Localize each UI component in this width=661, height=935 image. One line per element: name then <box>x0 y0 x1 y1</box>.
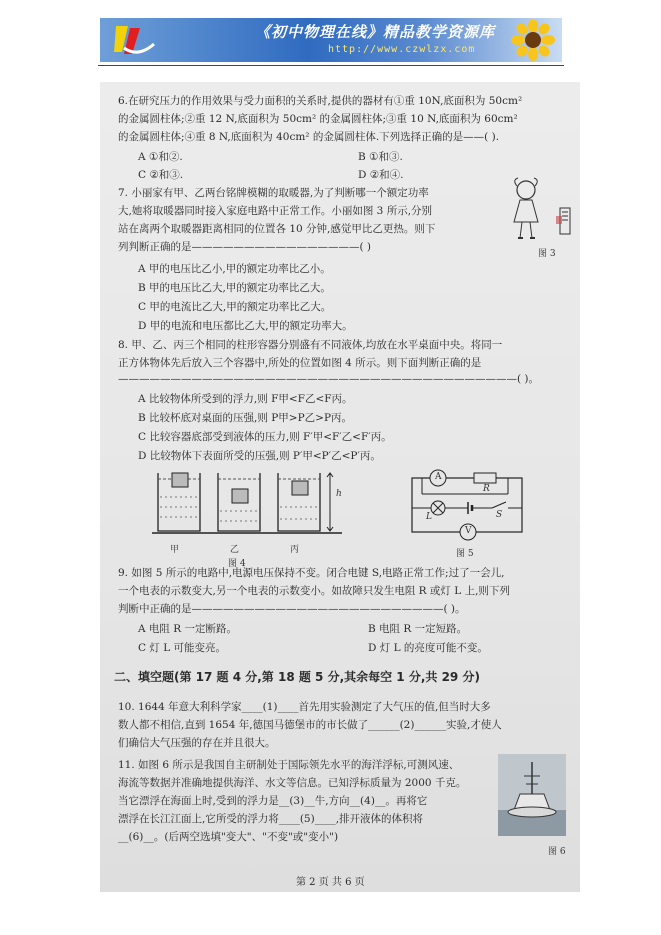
q9-option-d: D 灯 L 的亮度可能不变。 <box>368 642 488 654</box>
figure-4-label-jia: 甲 <box>170 545 180 555</box>
figure-3-caption: 图 3 <box>538 249 556 259</box>
figure-4-h-label: h <box>336 489 342 499</box>
container-jia <box>158 473 200 531</box>
figure-5-voltmeter-label: V <box>465 526 472 536</box>
q8-stem-line-2: 正方体物体先后放入三个容器中,所处的位置如图 4 所示。则下面判断正确的是 <box>118 357 482 369</box>
q8-option-d: D 比较物体下表面所受的压强,则 P′甲<P′乙<P′丙。 <box>138 450 381 462</box>
q6-option-c: C ②和③. <box>138 169 184 181</box>
q8-option-c: C 比较容器底部受到液体的压力,则 F′甲<F′乙<F′丙。 <box>138 431 392 443</box>
container-bing <box>278 473 320 531</box>
figure-3-girl-heaters <box>500 176 578 250</box>
figure-5-ammeter-label: A <box>435 472 442 482</box>
q10-line-2: 数人都不相信,直到 1654 年,德国马德堡市的市长做了______(2)______实验,才使人 <box>118 719 502 731</box>
figure-5-switch-label: S <box>496 510 503 520</box>
q7-stem-line-2: 大,她将取暖器同时接入家庭电路中正常工作。小丽如图 3 所示,分别 <box>118 205 433 217</box>
q11-line-4: 漂浮在长江江面上,它所受的浮力将____(5)____,排开液体的体积将 <box>118 813 424 825</box>
header-rule <box>98 65 564 66</box>
q11-line-5: __(6)__。(后两空选填"变大"、"不变"或"变小") <box>118 831 339 843</box>
q7-option-b: B 甲的电压比乙大,甲的额定功率比乙大。 <box>138 282 331 294</box>
figure-5-lamp-label: L <box>426 512 432 522</box>
q11-line-3: 当它漂浮在海面上时,受到的浮力是__(3)__牛,方向__(4)__。再将它 <box>118 795 428 807</box>
q7-stem-line-1: 7. 小丽家有甲、乙两台铭牌模糊的取暖器,为了判断哪一个额定功率 <box>118 187 429 199</box>
q6-option-b: B ①和③. <box>358 151 403 163</box>
q6-option-d: D ②和④. <box>358 169 404 181</box>
q7-stem-line-4: 列判断正确的是————————————————( ) <box>118 241 372 253</box>
figure-4-label-yi: 乙 <box>230 545 240 555</box>
site-logo-icon <box>108 22 158 58</box>
sunflower-icon <box>510 20 556 62</box>
q8-stem-line-3: ——————————————————————————————————————( )。 <box>118 373 540 385</box>
q8-option-a: A 比较物体所受到的浮力,则 F甲<F乙<F丙。 <box>138 393 353 405</box>
figure-6-buoy-photo <box>498 754 566 836</box>
banner-url[interactable]: http://www.czwlzx.com <box>328 44 476 55</box>
page-number: 第 2 页 共 6 页 <box>296 877 365 888</box>
q8-stem-line-1: 8. 甲、乙、丙三个相同的柱形容器分别盛有不同液体,均放在水平桌面中央。将同一 <box>118 339 503 351</box>
figure-4-containers <box>152 467 342 541</box>
site-banner <box>100 18 562 62</box>
q6-stem-line-3: 的金属圆柱体;④重 8 N,底面积为 40cm² 的金属圆柱体.下列选择正确的是——( ). <box>118 131 500 143</box>
q9-option-b: B 电阻 R 一定短路。 <box>368 623 468 635</box>
figure-4-caption: 图 4 <box>228 559 246 569</box>
banner-title: 《初中物理在线》精品教学资源库 <box>255 23 496 41</box>
q6-stem-line-1: 6.在研究压力的作用效果与受力面积的关系时,提供的器材有①重 10N,底面积为 50cm² <box>118 95 523 107</box>
exam-page <box>100 82 580 892</box>
q9-stem-line-2: 一个电表的示数变大,另一个电表的示数变小。如故障只发生电阻 R 或灯 L 上,则下列 <box>118 585 510 597</box>
figure-5-resistor-label: R <box>483 484 490 494</box>
section-2-title: 二、填空题(第 17 题 4 分,第 18 题 5 分,其余每空 1 分,共 29 分) <box>114 670 480 684</box>
q7-option-c: C 甲的电流比乙大,甲的额定功率比乙大。 <box>138 301 332 313</box>
q6-option-a: A ①和②. <box>138 151 183 163</box>
q8-option-b: B 比较杯底对桌面的压强,则 P甲>P乙>P丙。 <box>138 412 353 424</box>
q10-line-3: 们确信大气压强的存在并且很大。 <box>118 737 276 749</box>
q11-line-2: 海流等数据并准确地提供海洋、水文等信息。已知浮标质量为 2000 千克。 <box>118 777 467 789</box>
q9-stem-line-3: 判断中正确的是————————————————————————( )。 <box>118 603 466 615</box>
q10-line-1: 10. 1644 年意大利科学家____(1)____首先用实验测定了大气压的值,但当时大多 <box>118 701 491 713</box>
figure-5-caption: 图 5 <box>456 549 474 559</box>
container-yi <box>218 473 260 531</box>
figure-4-label-bing: 丙 <box>290 545 300 555</box>
q7-option-d: D 甲的电流和电压都比乙大,甲的额定功率大。 <box>138 320 353 332</box>
q7-stem-line-3: 站在离两个取暖器距离相同的位置各 10 分钟,感觉甲比乙更热。则下 <box>118 223 436 235</box>
q7-option-a: A 甲的电压比乙小,甲的额定功率比乙小。 <box>138 263 331 275</box>
figure-6-caption: 图 6 <box>548 847 566 857</box>
q9-option-a: A 电阻 R 一定断路。 <box>138 623 238 635</box>
q9-stem-line-1: 9. 如图 5 所示的电路中,电源电压保持不变。闭合电键 S,电路正常工作;过了一会儿, <box>118 567 505 579</box>
q11-line-1: 11. 如图 6 所示是我国自主研制处于国际领先水平的海洋浮标,可测风速、 <box>118 759 460 771</box>
q6-stem-line-2: 的金属圆柱体;②重 12 N,底面积为 50cm² 的金属圆柱体;③重 10 N,底面积为 60cm² <box>118 113 518 125</box>
q9-option-c: C 灯 L 可能变亮。 <box>138 642 227 654</box>
